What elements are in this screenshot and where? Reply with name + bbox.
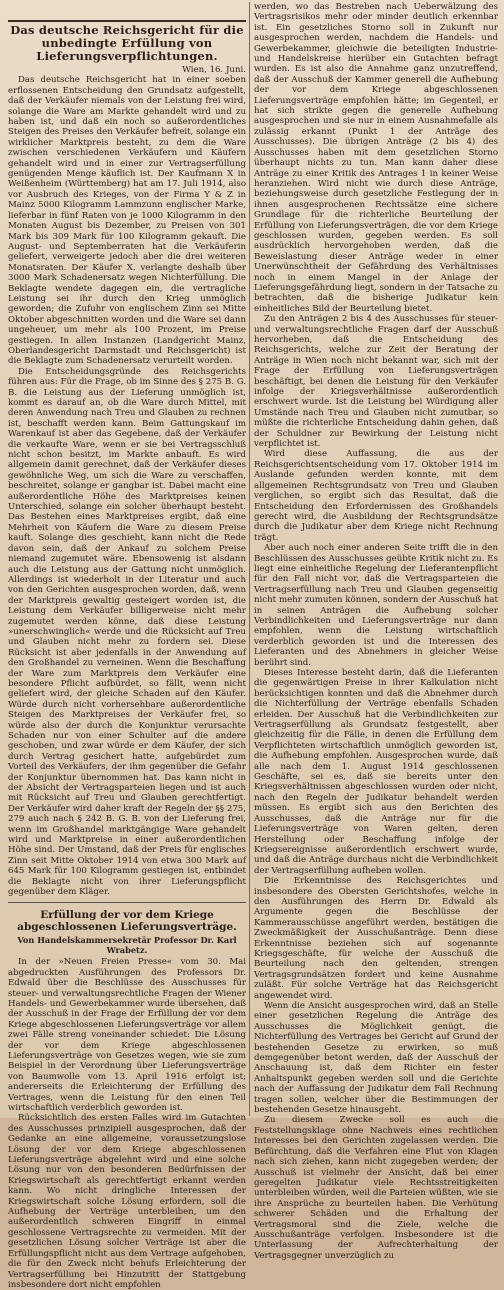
byline: Von Handelskammersekretär Professor Dr. Karl Wrabetz. — [17, 934, 237, 955]
dateline: Wien, 16. Juni. — [182, 65, 246, 75]
article-paragraph: Aber auch noch einer anderen Seite trifft die in den Beschlüssen des Ausschusses geübte Kritik nicht zu. Es liegt eine einheitliche Regelung der Lieferantenpflicht für den Fall nicht vor, daß die Vertragsparteien die Vertragserfüllung nach Treu und Glauben gegenseitig nicht mehr zumuten können, sondern der Ausschuß hat in seinen Anträgen die Aufhebung solcher Verbindlichkeiten und Lieferungsverträge nur dann empfohlen, wenn die Leistung wirtschaftlich verderblich geworden ist und die Interessen des Lieferanten und des Abnehmers in gleicher Weise berührt sind. — [254, 543, 498, 668]
article-paragraph: Wenn die Ansicht ausgesprochen wird, daß an Stelle einer gesetzlichen Regelung die Anträge des Ausschusses die Möglichkeit genügt, die Nichterfüllung des Vertrages bei Gericht auf Grund der bestehenden Gesetze zu erwirken, so muß demgegenüber betont werden, daß der Ausschuß der Anschauung ist, daß dem Richter ein fester Anhaltspunkt gegeben werden soll und die Gerichte nach der Auffassung der Judikatur dem Fall Rechnung tragen sollen, welcher über die Bestimmungen der bestehenden Gesetze hinausgeht. — [254, 1001, 498, 1116]
left-column — [8, 23, 246, 1290]
top-rule — [8, 20, 246, 22]
article-paragraph: Die Entscheidungsgründe des Reichsgerichts führen aus: Für die Frage, ob im Sinne des § 275 B. G. B. die Leistung aus der Lieferung unmöglich ist, kommt es darauf an, ob die Ware durch Mittel, mit deren Anwendung nach Treu und Glauben zu rechnen ist, beschafft werden kann. Beim Gattungskauf im Warenkauf ist aber das Gegebene, daß der Verkäufer die verkaufte Ware, wenn er sie bei Vertragsschluß nicht schon besitzt, im Markte anbauft. Es wird allgemein damit gerechnet, daß der Verkäufer dieses gewöhnliche Weg, um sich die Ware zu verschaffen, beschreitet, solange er gangbar ist. Dabei macht eine außerordentliche Höhe des Marktpreises keinen Unterschied, solange ein solcher überhaupt besteht. Das Bestehen eines Marktpreises ergibt, daß eine Mehrheit von Käufern die Ware zu diesem Preise kauft. Solange dies geschieht, kann nicht die Rede davon sein, daß der Ankauf zu solchem Preise niemand zugemutet wäre. Ebensowenig ist alsdann auch die Leistung aus der Gattung nicht unmöglich. Allerdings ist wiederholt in der Literatur und auch von den Gerichten ausgesprochen worden, daß, wenn der Marktpreis gewaltig gesteigert worden ist, die Leistung dem Verkäufer billigerweise nicht mehr zugemutet werden könne, daß diese Leistung »unerschwinglich« werde und die Rücksicht auf Treu und Glauben nicht mehr zu fordern sei. Diese Rücksicht ist aber jedenfalls in der Anwendung auf den Großhandel zu verneinen. Wenn die Beschaffung der Ware zum Marktpreis dem Verkäufer eine besondere Pflicht aufbürdet, so fällt, wenn nicht geliefert wird, der gleiche Schaden auf den Käufer. Würde durch nicht vorhersehbare außerordentliche Steigen des Marktpreises der Verkäufer frei, so würde also der durch die Konjunktur verursachte Schaden nur von einer Schulter auf die andere geschoben, und zwar würde er dem Käufer, der sich durch Vertrag gesichert hatte, aufgebürdet zum Vorteil des Verkäufers, der ihm gegenüber die Gefahr der Konjunktur übernommen hat. Das kann nicht in der Absicht der Vertragsparteien liegen und ist auch mit Rücksicht auf Treu und Glauben gerechtfertigt. Der Verkäufer wird daher kraft der Regeln der §§ 275, 279 auch nach § 242 B. G. B. von der Lieferung frei, wenn im Großhandel marktgängige Ware gehandelt wird und Marktpreise in einer außerordentlichen Höhe sind. Der Umstand, daß der Preis für englisches Zinn seit Mitte Oktober 1914 von etwa 300 Mark auf 645 Mark für 100 Kilogramm gestiegen ist, entbindet die Beklagte nicht von ihrer Lieferungspflicht gegenüber dem Kläger. — [8, 366, 246, 898]
article-paragraph: Die Erkenntnisse des Reichsgerichtes und insbesondere des Obersten Gerichtshofes, welche in den Ausführungen des Herrn Dr. Edwald als Argumente gegen die Beschlüsse der Kammerausschüsse angeführt werden, bestätigen die Zweckmäßigkeit der Ausschußanträge. Denn diese Erkenntnisse beziehen sich auf sogenannte Kriegsgeschäfte, für welche der Ausschuß die Beurteilung nach den geltenden, strengen Vertragsgrundsätzen fordert und keine Ausnahme zuläßt. Für solche Verträge hat das Reichsgericht angewendet wird. — [254, 876, 498, 1001]
article-paragraph: Das deutsche Reichsgericht hat in einer soeben erflossenen Entscheidung den Grundsatz aufgestellt, daß der Verkäufer niemals von der Leistung frei wird, solange die Ware am Markte gehandelt wird und zu haben ist, und daß ein noch so außerordentliches Steigen des Preises den Verkäufer befreit, solange ein wirklicher Marktpreis besteht, zu dem die Ware zwischen verschiedenen Verkäufern und Käufern gehandelt wird und in einer zur Vertragserfüllung genügenden Menge käuflich ist. Der Kaufmann X in Weißenheim (Württemberg) hat am 17. Juli 1914, also vor Ausbruch des Krieges, von der Firma Y & Z in Mainz 5000 Kilogramm Lammzunn englischer Marke, lieferbar in fünf Raten von je 1000 Kilogramm in den Monaten August bis Dezember, zu Preisen von 301 Mark bis 309 Mark für 100 Kilogramm gekauft. Die August- und Septemberraten hat die Verkäuferin geliefert, verweigerte jedoch aber die drei weiteren Monatsraten. Der Käufer X. verlangte deshalb über 3000 Mark Schadenersatz wegen Nichterfüllung. Die Beklagte wendete dagegen ein, die vertragliche Leistung sei ihr durch den Krieg unmöglich geworden; die Zufuhr von englischem Zinn sei Mitte Oktober abgeschnitten worden und die Ware sei dann ungeheuer, um mehr als 100 Prozent, im Preise gestiegen. In allen Instanzen (Landgericht Mainz, Oberlandesgericht Darmstadt und Reichsgericht) ist die Beklagte zum Schadenersatz verurteilt worden. — [8, 75, 246, 367]
section-divider — [8, 902, 246, 903]
article-paragraph: Zu den Anträgen 2 bis 4 des Ausschusses für steuer- und verwaltungsrechtliche Fragen darf der Ausschuß hervorheben, daß die Entscheidung des Reichsgerichts, welche zur Zeit der Beratung der Anträge in Wien noch nicht bekannt war, sich mit der Frage der Erfüllung von Lieferungsverträgen beschäftigt, bei denen die Leistung für den Verkäufer infolge der Kriegsverhältnisse außerordentlich erschwert wurde. Ist die Leistung bei Würdigung aller Umstände nach Treu und Glauben nicht zumutbar, so müßte die richterliche Entscheidung dahin gehen, daß der Schuldner zur Bewirkung der Leistung nicht verpflichtet ist. — [254, 314, 498, 450]
second-article-headline: Erfüllung der vor dem Kriege abgeschlossenen Lieferungsverträge. — [17, 908, 237, 933]
article-paragraph: werden, wo das Bestreben nach Ueberwälzung des Vertragsrisikos mehr oder minder deutlich erkennbar ist. Ein gesetzliches Storno soll in Zukunft nur ausgesprochen werden, nachdem die Handels- und Gewerbekammer, gleichwie die beteiligten Industrie- und Handelskreise hierüber ein Gutachten befragt wurden. Es ist also die Annahme ganz unzutreffend, daß der Ausschuß der Kammer generell die Aufhebung der vor dem Kriege abgeschlossenen Lieferungsverträge empfohlen hätte; im Gegenteil, er hat sich strikte gegen die generelle Aufhebung ausgesprochen und sie nur in einem Ausnahmefalle als zulässig erkannt (Punkt 1 der Anträge des Ausschusses). Die übrigen Anträge (2 bis 4) des Ausschusses haben mit dem gesetzlichen Storno überhaupt nichts zu tun. Man kann daher diese Anträge zu einer Kritik des Antrages 1 in keiner Weise heranziehen. Wird nicht wie durch diese Anträge, beziehungsweise durch gesetzliche Festlegung der in ihnen ausgesprochenen Rechtssätze eine sichere Grundlage für die richterliche Beurteilung der Erfüllung von Lieferungsverträgen, die vor dem Kriege geschlossen wurden, gegeben werden. Es soll ausdrücklich hervorgehoben werden, daß die Beweislastung dieser Anträge weder in einer Unerwünschtheit der Gefährdung des Verhältnisses noch in einem Mangel in der Anlage der Lieferungsgefährdung liegt, sondern in der Tatsache zu betrachten, daß die bisherige Judikatur kein einheitliches Bild der Beurteilung bietet. — [254, 2, 498, 314]
article-paragraph: Wird diese Auffassung, die aus der Reichsgerichtsentscheidung vom 17. Oktober 1914 im Auslande gefunden werden konnte, mit dem allgemeinen Rechtsgrundsatz von Treu und Glauben verglichen, so ergibt sich das Resultat, daß die Entscheidung den Erfordernissen des Großhandels gerecht wird, die Ausbildung der Rechtsgrundsätze durch die Judikatur aber dem Kriege nicht Rechnung trägt. — [254, 449, 498, 543]
article-paragraph: Dieses Interesse besteht darin, daß die Lieferanten die gegenwärtigen Preise in ihrer Kalkulation nicht berücksichtigen konnten und daß die Abnehmer durch die Nichterfüllung der Verträge ebenfalls Schaden erleiden. Der Ausschuß hat die Verbindlichkeiten zur Vertragserfüllung als Grundsatz festgestellt, aber gleichzeitig für die Fälle, in denen die Erfüllung dem Verpflichteten wirtschaftlich unmöglich geworden ist, die Aufhebung empfohlen. Ausgesprochen wurde, daß alle nach dem 1. August 1914 geschlossenen Geschäfte, sei es, daß sie bereits unter den Kriegsverhältnissen abgeschlossen wurden oder nicht, nach den Regeln der Judikatur behandelt werden müssen. Es ergibt sich aus den Berichten des Ausschusses, daß die Anträge nur für die Lieferungsverträge von Waren gelten, deren Herstellung oder Beschaffung infolge der Kriegsereignisse außerordentlich erschwert wurde, und daß die Anträge durchaus nicht die Verbindlichkeit der Vertragserfüllung aufheben wollen. — [254, 668, 498, 876]
article-paragraph: Rücksichtlich des ersten Falles wird im Gutachten des Ausschusses prinzipiell ausgesprochen, daß der Gedanke an eine allgemeine, voraussetzungslose Lösung der vor dem Kriege abgeschlossenen Lieferungsverträge abgelehnt wird und eine solche Lösung nur von den besonderen Bedürfnissen der Kriegswirtschaft als gerechtfertigt erkannt werden kann. Wo nicht dringliche Interessen der Kriegswirtschaft solche Lösung erfordern, soll die Aufhebung der Verträge unterbleiben, um den außerordentlich schweren Eingriff in einmal geschlossene Vertragsrechte zu vermeiden. Mit der gesetzlichen Lösung solcher Verträge ist aber die Erfüllungspflicht nicht aus dem Vertrage aufgehoben, die für den Zweck nicht behufs Erleichterung der Vertragserfüllung bei Hinzutritt der Stattgebung insbesondere dort nicht empfohlen — [8, 1113, 246, 1290]
article-paragraph: Zu diesem Zwecke soll es auch die Feststellungsklage ohne Nachweis eines rechtlichen Interesses bei den Gerichten zugelassen werden. Die Befürchtung, daß die Verfahren eine Flut von Klagen nach sich ziehen, kann nicht zugegeben werden; der Ausschuß ist vielmehr der Ansicht, daß bei einer geregelten Judikatur viele Rechtsstreitigkeiten unterbleiben würden, weil die Parteien wüßten, wie sie ihre Ansprüche zu beurteilen haben. Die Verhütung schwerer Schäden und die Erhaltung der Vertragsmoral sind die Ziele, welche die Ausschußanträge verfolgen. Insbesondere ist die Unterlassung der Aufrechterhaltung der Vertragsgegner unverzüglich zu — [254, 1115, 498, 1261]
article-paragraph: In der »Neuen Freien Presse« vom 30. Mai abgedruckten Ausführungen des Professors Dr. Edwald über die Beschlüsse des Ausschusses für steuer- und verwaltungsrechtliche Fragen der Wiener Handels- und Gewerbekammer wurde übersehen, daß der Ausschuß in der Frage der Erfüllung der vor dem Kriege abgeschlossenen Lieferungsverträge vor allem zwei Fälle streng voneinander schiedet: Die Lösung der vor dem Kriege abgeschlossenen Lieferungsverträge von Gesetzes wegen, wie sie zum Beispiel in der Verordnung über Lieferungsverträge von Baumwolle vom 13. April 1916 erfolgt ist; andererseits die Erleichterung der Erfüllung des Vertrages, wenn die Leistung für den einen Teil wirtschaftlich verderblich geworden ist. — [8, 957, 246, 1113]
column-divider — [249, 2, 250, 1116]
article-headline: Das deutsche Reichsgericht für die unbedingte Erfüllung von Lieferungsverpflichtungen. — [10, 23, 244, 63]
right-column — [254, 2, 498, 1261]
